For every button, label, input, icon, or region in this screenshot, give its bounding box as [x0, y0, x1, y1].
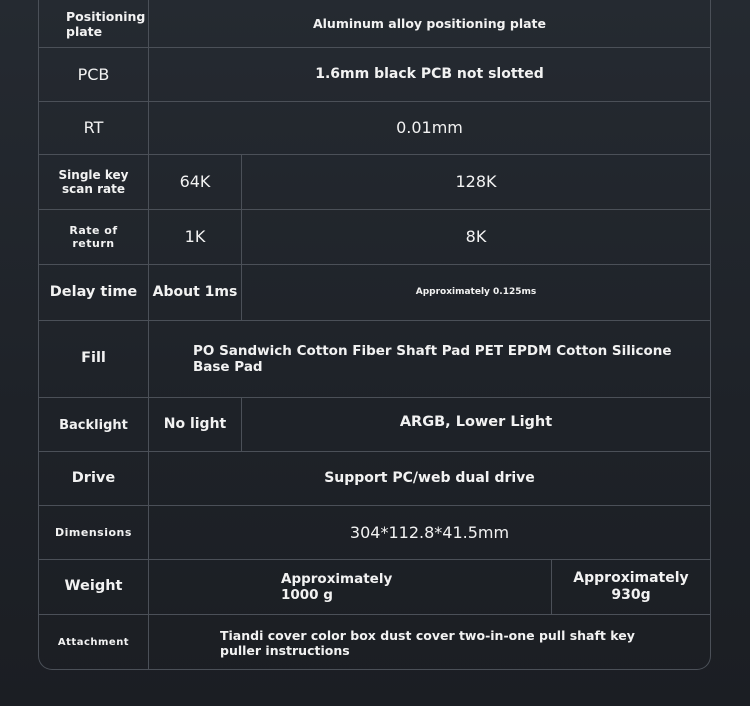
- spec-row-fill: [39, 321, 710, 398]
- label-delay-time: Delay time: [39, 265, 149, 320]
- spec-row-backlight: [39, 398, 710, 452]
- value-delay-time-1: About 1ms: [149, 265, 242, 320]
- label-pcb: PCB: [39, 48, 149, 101]
- value-drive: Support PC/web dual drive: [324, 470, 535, 487]
- value-rate-of-return-1: 1K: [149, 210, 242, 264]
- label-rt: RT: [39, 102, 149, 154]
- label-scan-rate: Single key scan rate: [39, 155, 149, 209]
- value-attachment: Tiandi cover color box dust cover two-in-one pull shaft key puller instructions: [220, 627, 635, 658]
- value-rate-of-return-2: 8K: [465, 227, 487, 247]
- spec-row-rate-of-return: [39, 210, 710, 265]
- value-backlight-1: No light: [149, 398, 242, 451]
- label-backlight: Backlight: [39, 398, 149, 451]
- value-pcb: 1.6mm black PCB not slotted: [315, 66, 544, 83]
- label-fill: Fill: [39, 321, 149, 397]
- value-delay-time-2: Approximately 0.125ms: [415, 287, 537, 298]
- spec-row-weight: [39, 560, 710, 615]
- value-backlight-2: ARGB, Lower Light: [399, 413, 553, 430]
- label-attachment: Attachment: [39, 615, 149, 670]
- label-dimensions: Dimensions: [39, 506, 149, 559]
- value-rt: 0.01mm: [396, 118, 463, 138]
- value-scan-rate-2: 128K: [455, 172, 497, 192]
- value-dimensions: 304*112.8*41.5mm: [349, 523, 510, 543]
- value-scan-rate-1: 64K: [149, 155, 242, 209]
- label-rate-of-return: Rate of return: [39, 210, 149, 264]
- label-weight: Weight: [39, 560, 149, 614]
- spec-row-pcb: [39, 48, 710, 102]
- spec-table: [38, 0, 711, 670]
- spec-row-delay-time: [39, 265, 710, 321]
- spec-row-drive: [39, 452, 710, 506]
- spec-row-dimensions: [39, 506, 710, 560]
- spec-row-scan-rate: [39, 155, 710, 210]
- value-weight-1: Approximately 1000 g: [149, 560, 552, 614]
- label-positioning-plate: Positioning plate: [39, 0, 149, 47]
- spec-row-rt: [39, 102, 710, 155]
- label-drive: Drive: [39, 452, 149, 505]
- value-fill: PO Sandwich Cotton Fiber Shaft Pad PET EPDM Cotton Silicone Base Pad: [193, 342, 672, 375]
- spec-row-attachment: [39, 615, 710, 670]
- value-weight-2: Approximately 930g: [573, 570, 689, 603]
- spec-row-positioning-plate: [39, 0, 710, 48]
- value-positioning-plate: Aluminum alloy positioning plate: [312, 16, 547, 31]
